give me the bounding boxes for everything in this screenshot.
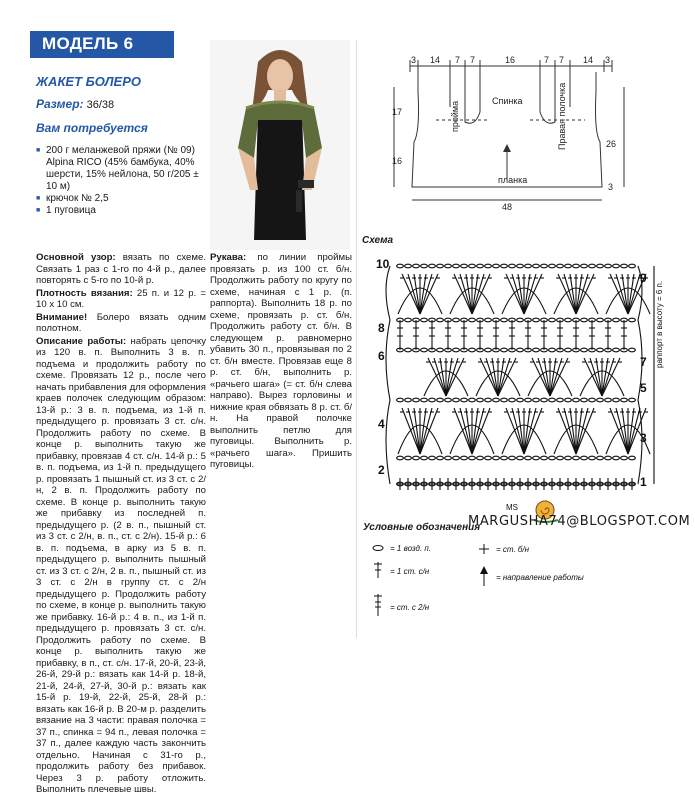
chain-stitch [453, 264, 460, 268]
chain-stitch [453, 348, 460, 352]
chain-stitch [589, 264, 596, 268]
chain-stitch [485, 318, 492, 322]
repeat-label: раппорт в высоту = 6 п. [655, 280, 664, 368]
chain-stitch [549, 264, 556, 268]
dim-top-6: 7 [544, 55, 550, 65]
blog-watermark: MARGUSHA74@BLOGSPOT.COM [468, 514, 691, 529]
model-illustration [210, 40, 350, 250]
chain-stitch [533, 398, 540, 402]
legend-title: Условные обозначения [363, 522, 481, 533]
chain-stitch [397, 398, 404, 402]
chain-stitch [597, 398, 604, 402]
chain-stitch [629, 348, 636, 352]
chain-stitch [565, 264, 572, 268]
chain-stitch [501, 348, 508, 352]
chain-stitch [413, 264, 420, 268]
chain-stitch [557, 264, 564, 268]
chain-stitch [469, 318, 476, 322]
chain-stitch [405, 318, 412, 322]
chain-stitch [525, 456, 532, 460]
chain-stitch [613, 398, 620, 402]
dim-left-2: 16 [392, 156, 403, 166]
chain-stitch [469, 348, 476, 352]
row-num-10: 10 [376, 257, 390, 271]
instructions-column-1 [36, 252, 206, 795]
chain-stitch [461, 398, 468, 402]
model-banner: МОДЕЛЬ 6 [30, 31, 174, 58]
dim-top-1: 3 [411, 55, 417, 65]
chain-stitch [581, 264, 588, 268]
chain-stitch [453, 398, 460, 402]
model-photo [210, 40, 350, 250]
chain-stitch [445, 264, 452, 268]
chain-stitch [605, 456, 612, 460]
chain-stitch [589, 456, 596, 460]
dim-top-2: 14 [430, 55, 441, 65]
chain-stitch [621, 456, 628, 460]
dim-left-1: 17 [392, 107, 403, 117]
chain-stitch [405, 398, 412, 402]
chain-stitch [517, 318, 524, 322]
label-right-front: Правая полочка [557, 82, 567, 150]
chain-stitch [413, 398, 420, 402]
chain-stitch [485, 264, 492, 268]
chain-stitch [597, 264, 604, 268]
chain-stitch [501, 318, 508, 322]
chain-stitch [629, 398, 636, 402]
chain-stitch [533, 456, 540, 460]
chain-stitch [405, 348, 412, 352]
row-num-7: 7 [640, 355, 647, 369]
chain-stitch [397, 456, 404, 460]
turn-line-right [638, 266, 642, 484]
legend-direction: = направление работы [496, 573, 584, 582]
materials-list [36, 145, 206, 217]
legend-dc: = 1 ст. с/н [390, 567, 430, 576]
chain-stitch [597, 456, 604, 460]
chain-stitch [429, 456, 436, 460]
sleeve-label: Рукава: [210, 252, 247, 263]
row-num-6: 6 [378, 349, 385, 363]
legend-chain: = 1 возд. п. [390, 544, 432, 553]
chain-stitch [573, 398, 580, 402]
chain-stitch [581, 348, 588, 352]
dim-top-8: 14 [583, 55, 594, 65]
chain-stitch [621, 398, 628, 402]
chain-stitch [549, 456, 556, 460]
chain-stitch [613, 264, 620, 268]
material-item: ■ крючок № 2,5 [36, 193, 206, 205]
chain-stitch [501, 398, 508, 402]
chain-stitch [469, 398, 476, 402]
instructions-column-2 [210, 252, 352, 636]
chain-stitch [589, 398, 596, 402]
chain-stitch [477, 456, 484, 460]
legend-tc: = ст. с 2/н [390, 603, 430, 612]
legend-sc: = ст. б/н [496, 545, 530, 554]
density-text: 25 п. и 12 р. = 10 x 10 см. [36, 287, 206, 310]
row-num-9: 9 [640, 271, 647, 285]
chain-stitch [493, 398, 500, 402]
row-num-5: 5 [640, 381, 647, 395]
density-label: Плотность вязания: [36, 287, 133, 299]
pattern-label: Основной узор: [36, 252, 116, 263]
description-text: набрать цепочку из 120 в. п. Выполнить 3 в. п. подъема и продолжить работу по схеме. Провязать 12 р., после чего начать прибавления для оформления краев полочек следующим образом: 13-й р.: 3 в. п. подъема, из 1-й п. предыдущего р. провязать 3 ст. с/н. Продолжить работу по схеме. В конце р. выполнить такую же прибавку, провязав 4 ст. с/н. 14-й р.: 5 в. п. подъема, из 1-й п. предыдущего р. провязать 1 пышный ст. из 3 ст. с 2/н, 2 в. п. Продолжить работу по схеме. В конце р. выполнить такую же прибавку из последней п. предыдущего р. (2 в. п., пышный ст. из 3 ст. с 2/н, в. п., ст. с 2/н). 15-й р.: 6 в. п. подъема, в арку из 5 в. п. предыдущего р. выполнить пышный ст. из 3 ст. с 2/н, 2 в. п., пышный ст. из 3 ст. с 2/н в группу ст. с 2/н предыдущего р. Продолжить работу по схеме, в конце р. выполнить такую же прибавку. 16-й р.: 4 в. п., из 1-й п. предыдущего р. провязать 3 ст. с/н. Продолжить работу по схеме. В конце р. выполнить такую же прибавку, в п., ст. с/н. 17-й, 20-й, 23-й, 26-й, 29-й р.: вязать как 14-й р. 18-й, 21-й, 24-й, 27-й, 30-й р.: вязать как 15-й р. 19-й, 22-й, 25-й, 28-й р.: вязать как 16-й р. В 20-м р. разделить вязание на 3 части: правая полочка = 37 п., спинка = 94 п., левая полочка = 37 п., далее каждую часть закончить отдельно. Начиная с 31-го р., продолжить работу без прибавок. Через 3 р. работу отложить. Выполнить плечевые швы. [36, 335, 206, 795]
chain-stitch [437, 264, 444, 268]
chain-stitch [541, 456, 548, 460]
chain-stitch [557, 456, 564, 460]
chain-stitch [477, 398, 484, 402]
row-num-8: 8 [378, 321, 385, 335]
chain-stitch [565, 456, 572, 460]
dim-top-3: 7 [455, 55, 461, 65]
garment-title: ЖАКЕТ БОЛЕРО [36, 74, 142, 89]
chain-stitch [629, 456, 636, 460]
materials-title: Вам потребуется [36, 121, 148, 135]
size-value: 36/38 [86, 99, 115, 111]
chain-stitch [573, 264, 580, 268]
chain-stitch [485, 398, 492, 402]
legend-symbols [368, 536, 668, 636]
description-label: Описание работы: [36, 335, 127, 347]
dim-right-1: 26 [606, 139, 617, 149]
material-item: ■ 1 пуговица [36, 205, 206, 217]
chain-stitch [461, 264, 468, 268]
dim-bottom: 48 [502, 202, 513, 212]
row-num-2: 2 [378, 463, 385, 477]
chain-stitch [605, 398, 612, 402]
chain-stitch [453, 318, 460, 322]
label-back: Спинка [492, 96, 523, 106]
sleeve-text: по линии проймы провязать р. из 100 ст. б/н. Продолжить работу по кругу по схеме, начиная с 1 р. (п. раппорта). Выполнить 18 р. по схеме, провязать р. ст. б/н. Продолжить работу ст. б/н. В следующем р. равномерно убавить 30 п., провязывая по 2 ст. б/н вместе. Провязав еще 8 р. ст. б/н, выполнить р. «рачьего шага» (= ст. б/н слева направо). Вырез горловины и нижние края обвязать 8 р. ст. б/н. На правой полочке выполнить петлю для пуговицы. Выполнить р. «рачьего шага». Пришить пуговицы. [210, 252, 352, 470]
label-strip: планка [498, 175, 528, 185]
chain-stitch [629, 318, 636, 322]
chain-stitch [421, 456, 428, 460]
center-label: MS [506, 503, 518, 512]
chain-stitch [541, 398, 548, 402]
chain-stitch [421, 264, 428, 268]
chain-stitch [517, 264, 524, 268]
chain-stitch [421, 318, 428, 322]
pattern-text: вязать по схеме. Связать 1 раз с 1-го по 4-й р., далее повторять с 5-го по 10-й р. [36, 252, 206, 286]
size-label: Размер: [36, 97, 84, 111]
dim-top-5: 16 [505, 55, 516, 65]
chain-stitch [541, 264, 548, 268]
chain-stitch [613, 318, 620, 322]
chain-stitch [597, 318, 604, 322]
chain-stitch [421, 348, 428, 352]
chain-stitch [549, 318, 556, 322]
dim-right-2: 3 [608, 182, 614, 192]
chain-stitch [549, 398, 556, 402]
intro-block [36, 64, 206, 217]
size-line [36, 97, 206, 111]
attention-text: Болеро вязать одним полотном. [36, 311, 206, 334]
chain-stitch [405, 456, 412, 460]
label-armhole: пройма [450, 100, 460, 132]
chain-stitch [605, 264, 612, 268]
chain-stitch [397, 264, 404, 268]
chain-stitch [429, 398, 436, 402]
chain-stitch [485, 348, 492, 352]
chain-stitch [525, 264, 532, 268]
chain-stitch [493, 456, 500, 460]
chain-stitch [613, 456, 620, 460]
chain-stitch [509, 456, 516, 460]
chain-stitch [565, 398, 572, 402]
chain-stitch [629, 264, 636, 268]
row-num-4: 4 [378, 417, 385, 431]
chain-stitch [517, 456, 524, 460]
chain-stitch [437, 318, 444, 322]
row-num-1: 1 [640, 475, 647, 489]
chain-stitch [509, 264, 516, 268]
chain-stitch [533, 348, 540, 352]
chain-stitch [437, 348, 444, 352]
chain-stitch [573, 456, 580, 460]
chain-stitch [493, 264, 500, 268]
chain-stitch [517, 398, 524, 402]
chain-stitch [421, 398, 428, 402]
chain-stitch [581, 456, 588, 460]
chain-stitch [445, 398, 452, 402]
chain-stitch [597, 348, 604, 352]
chain-stitch [533, 318, 540, 322]
turn-line-left [386, 266, 390, 484]
attention-label: Внимание! [36, 311, 88, 323]
material-item: ■ 200 г меланжевой пряжи (№ 09) Alpina RICO (45% бамбука, 40% шерсти, 15% нейлона, 50 г/205 ± 10 м) [36, 145, 206, 193]
chain-stitch [485, 456, 492, 460]
chain-stitch [453, 456, 460, 460]
chain-stitch [565, 318, 572, 322]
chain-stitch [613, 348, 620, 352]
column-divider [356, 40, 357, 638]
dim-top-9: 3 [605, 55, 611, 65]
chain-stitch [581, 398, 588, 402]
chain-stitch [509, 398, 516, 402]
chain-stitch [533, 264, 540, 268]
chain-stitch [405, 264, 412, 268]
chain-stitch [501, 456, 508, 460]
chain-stitch [437, 456, 444, 460]
crochet-chart [370, 248, 680, 518]
chain-stitch [437, 398, 444, 402]
chain-stitch [469, 264, 476, 268]
chain-stitch [517, 348, 524, 352]
chain-stitch [477, 264, 484, 268]
row-num-3: 3 [640, 431, 647, 445]
chain-stitch [461, 456, 468, 460]
chain-stitch [557, 398, 564, 402]
chain-stitch [549, 348, 556, 352]
dim-top-4: 7 [470, 55, 476, 65]
chain-stitch [445, 456, 452, 460]
chart-title: Схема [362, 235, 394, 246]
chain-stitch [429, 264, 436, 268]
chain-stitch [565, 348, 572, 352]
chain-stitch [525, 398, 532, 402]
chain-stitch [469, 456, 476, 460]
chain-stitch [413, 456, 420, 460]
chain-stitch [621, 264, 628, 268]
chain-stitch [581, 318, 588, 322]
dim-top-7: 7 [559, 55, 565, 65]
garment-schematic [380, 52, 640, 212]
chain-stitch [501, 264, 508, 268]
